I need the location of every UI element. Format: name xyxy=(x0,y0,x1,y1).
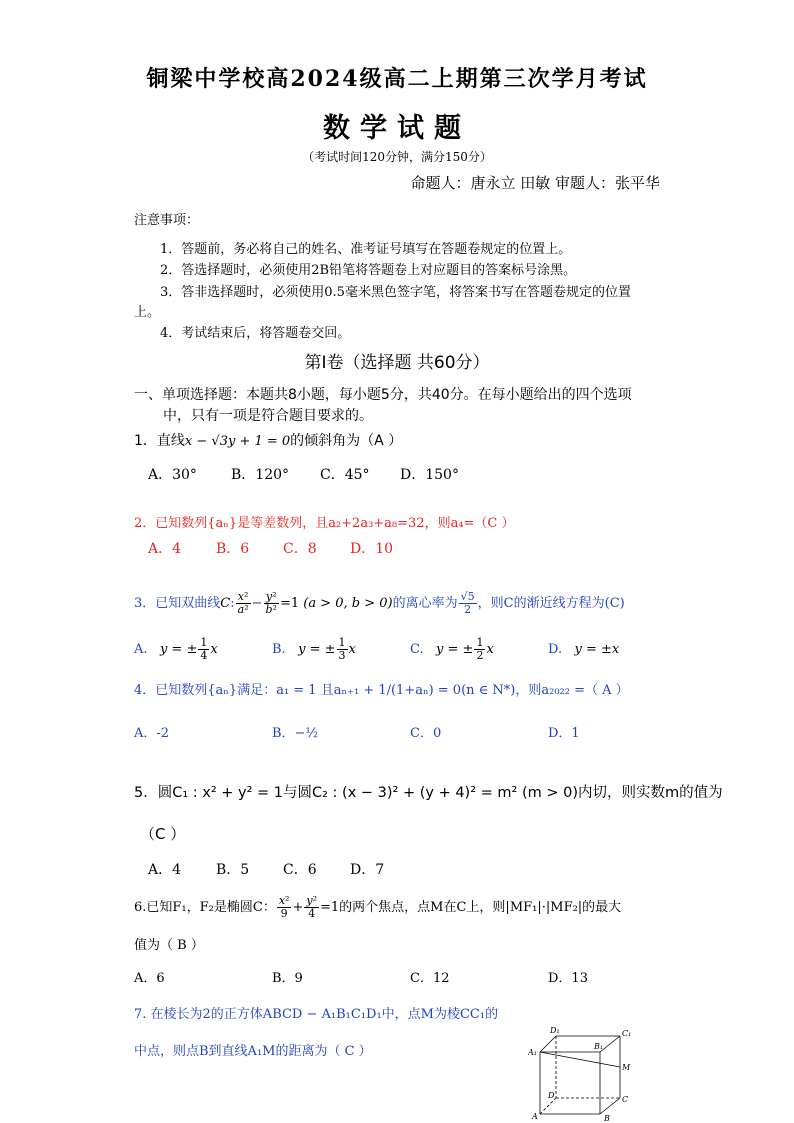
q3-option-a: A. y = ± $\frac{1}{4}$ x xyxy=(134,636,218,662)
q2-option-d: D．10 xyxy=(350,541,394,557)
notice-item: 3．答非选择题时，必须使用0.5毫米黑色签字笔，将答案书写在答题卷规定的位置 xyxy=(160,285,631,300)
q6-option-d: D．13 xyxy=(548,971,588,986)
subject-title: 数学试题 xyxy=(323,113,471,144)
q6-option-a: A．6 xyxy=(134,971,165,986)
question-2: 2．已知数列{aₙ}是等差数列，且a₂+2a₃+a₈=32，则a₄=（C ） xyxy=(134,516,515,531)
q4-option-c: C．0 xyxy=(410,726,442,741)
q2-option-b: B．6 xyxy=(216,541,250,557)
question-7-answer: 中点，则点B到直线A₁M的距离为（ C ） xyxy=(134,1044,372,1059)
question-6-answer: 值为（ B ） xyxy=(134,938,204,953)
notice-heading: 注意事项： xyxy=(134,213,200,228)
q1-formula: x − √3y + 1 = 0 xyxy=(184,434,291,449)
label-d1: D₁ xyxy=(550,1026,560,1035)
q1-option-b: B．120° xyxy=(231,467,290,483)
q4-option-a: A．-2 xyxy=(134,726,170,741)
q2-option-c: C．8 xyxy=(283,541,317,557)
question-5-answer: （C ） xyxy=(140,825,186,843)
q2-option-a: A．4 xyxy=(148,541,182,557)
cube-figure xyxy=(528,1022,638,1123)
q3-option-b: B. y = ± $\frac{1}{3}$ x xyxy=(272,636,356,662)
q6-option-b: B．9 xyxy=(272,971,303,986)
q4-option-d: D．1 xyxy=(548,726,580,741)
q3-option-c: C. y = ± $\frac{1}{2}$ x xyxy=(410,636,494,662)
question-5: 5．圆C₁ : x² + y² = 1与圆C₂ : (x − 3)² + (y + 4)² = m² (m > 0)内切，则实数m的值为 xyxy=(134,785,723,801)
label-c: C xyxy=(622,1095,629,1104)
section-instruction: 一、单项选择题：本题共8小题，每小题5分，共40分。在每小题给出的四个选项 xyxy=(134,387,632,403)
section-title: 第Ⅰ卷（选择题 共60分） xyxy=(304,353,490,373)
question-7: 7. 在棱长为2的正方体ABCD − A₁B₁C₁D₁中，点M为棱CC₁的 xyxy=(134,1007,499,1022)
question-6: 6.已知F₁，F₂是椭圆C： $\frac{\text{x²}}{9}$ + $\frac{\text{y²}}{4}$ =1的两个焦点，点M在C上，则|MF₁|·|MF₂|的最大 xyxy=(134,894,622,920)
label-c1: C₁ xyxy=(622,1029,632,1038)
q1-option-a: A．30° xyxy=(148,467,197,483)
label-a: A xyxy=(532,1112,538,1121)
q5-option-d: D．7 xyxy=(350,862,385,878)
exam-title: 铜梁中学校高2024级高二上期第三次学月考试 xyxy=(146,66,648,92)
section-instruction: 中，只有一项是符合题目要求的。 xyxy=(163,408,373,424)
label-b1: B₁ xyxy=(594,1042,604,1051)
q5-option-c: C．6 xyxy=(283,862,317,878)
question-4: 4．已知数列{aₙ}满足：a₁ = 1 且aₙ₊₁ + 1/(1+aₙ) = 0(n ∈ N*)，则a₂₀₂₂ =（ A ） xyxy=(134,683,629,698)
q1-option-d: D．150° xyxy=(400,467,459,483)
question-3: 3．已知双曲线C: $\frac{\text{x²}}{\text{a²}}$ − $\frac{\text{y²}}{\text{b²}}$ =1 (a > 0, b > 0)的离心率为 $\frac{√5}{2}$ ，则C的渐近线方程为(C) xyxy=(134,590,625,616)
label-a1: A₁ xyxy=(528,1048,537,1057)
notice-item: 上。 xyxy=(134,305,161,320)
q4-option-b: B．−½ xyxy=(272,726,319,741)
q5-option-b: B．5 xyxy=(216,862,250,878)
q6-option-c: C．12 xyxy=(410,971,450,986)
authors: 命题人：唐永立 田敏 审题人：张平华 xyxy=(410,174,660,192)
q1-option-c: C．45° xyxy=(320,467,370,483)
q5-option-a: A．4 xyxy=(148,862,182,878)
exam-info: （考试时间120分钟，满分150分） xyxy=(302,150,492,164)
notice-item: 2．答选择题时，必须使用2B铅笔将答题卷上对应题目的答案标号涂黑。 xyxy=(160,263,577,278)
notice-item: 4．考试结束后，将答题卷交回。 xyxy=(160,326,351,341)
question-1: 1．直线x − √3y + 1 = 0的倾斜角为（A ） xyxy=(134,433,403,449)
label-m: M xyxy=(622,1063,631,1072)
notice-item: 1．答题前，务必将自己的姓名、准考证号填写在答题卷规定的位置上。 xyxy=(160,242,572,257)
label-b: B xyxy=(604,1114,610,1123)
label-d: D xyxy=(548,1091,555,1100)
q3-option-d: D. y = ±x xyxy=(548,642,620,657)
